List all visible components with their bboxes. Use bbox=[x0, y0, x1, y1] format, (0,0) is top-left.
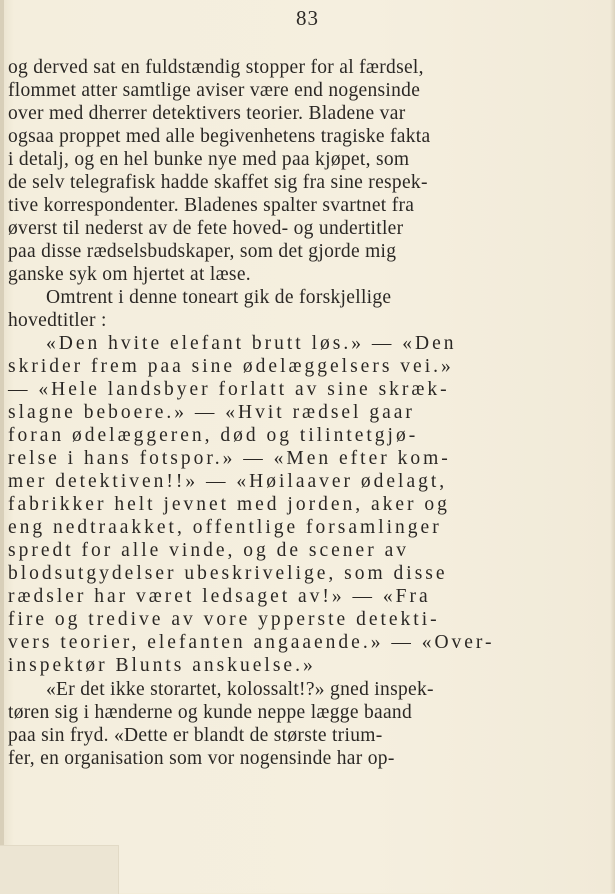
headline-line: vers teorier, elefanten angaaende.» — «Over- bbox=[8, 632, 495, 653]
page-number: 83 bbox=[296, 6, 319, 30]
text-line: «Er det ikke storartet, kolossalt!?» gned inspek- bbox=[46, 679, 434, 700]
headline-line: spredt for alle vinde, og de scener av bbox=[8, 540, 409, 561]
headline-line: foran ødelæggeren, død og tilintetgjø- bbox=[8, 425, 419, 446]
text-line: Omtrent i denne toneart gik de forskjellige bbox=[46, 287, 392, 308]
text-line: fer, en organisation som vor nogensinde har op- bbox=[8, 748, 395, 769]
text-line: tøren sig i hænderne og kunde neppe lægge baand bbox=[8, 702, 413, 723]
text-line: flommet atter samtlige aviser være end nogensinde bbox=[8, 80, 421, 101]
text-line: tive korrespondenter. Bladenes spalter svartnet fra bbox=[8, 195, 415, 216]
headline-line: «Den hvite elefant brutt løs.» — «Den bbox=[46, 333, 457, 354]
headline-line: relse i hans fotspor.» — «Men efter kom- bbox=[8, 448, 451, 469]
headline-line: — «Hele landsbyer forlatt av sine skræk- bbox=[8, 379, 450, 400]
text-line: og derved sat en fuldstændig stopper for al færdsel, bbox=[8, 57, 424, 78]
headline-line: inspektør Blunts anskuelse.» bbox=[8, 655, 316, 676]
headline-line: fabrikker helt jevnet med jorden, aker og bbox=[8, 494, 450, 515]
headline-line: skrider frem paa sine ødelæggelsers vei.» bbox=[8, 356, 454, 377]
text-line: øverst til nederst av de fete hoved- og undertitler bbox=[8, 218, 404, 239]
text-line: hovedtitler : bbox=[8, 310, 107, 331]
text-line: i detalj, og en hel bunke nye med paa kjøpet, som bbox=[8, 149, 410, 170]
headline-line: mer detektiven!!» — «Høilaaver ødelagt, bbox=[8, 471, 448, 492]
text-line: ganske syk om hjertet at læse. bbox=[8, 264, 251, 285]
headline-line: eng nedtraakket, offentlige forsamlinger bbox=[8, 517, 442, 538]
page-right-edge bbox=[610, 0, 615, 893]
text-line: paa sin fryd. «Dette er blandt de største trium- bbox=[8, 725, 383, 746]
headline-line: slagne beboere.» — «Hvit rædsel gaar bbox=[8, 402, 415, 423]
text-line: ogsaa proppet med alle begivenhetens tragiske fakta bbox=[8, 126, 431, 147]
text-line: de selv telegrafisk hadde skaffet sig fra sine respek- bbox=[8, 172, 428, 193]
headline-line: rædsler har været ledsaget av!» — «Fra bbox=[8, 586, 431, 607]
headline-line: fire og tredive av vore ypperste detekti- bbox=[8, 609, 440, 630]
page-left-edge bbox=[0, 0, 4, 893]
page-corner-mark bbox=[0, 845, 119, 894]
headline-line: blodsutgydelser ubeskrivelige, som disse bbox=[8, 563, 448, 584]
text-line: paa disse rædselsbudskaper, som det gjorde mig bbox=[8, 241, 397, 262]
text-line: over med dherrer detektivers teorier. Bladene var bbox=[8, 103, 406, 124]
